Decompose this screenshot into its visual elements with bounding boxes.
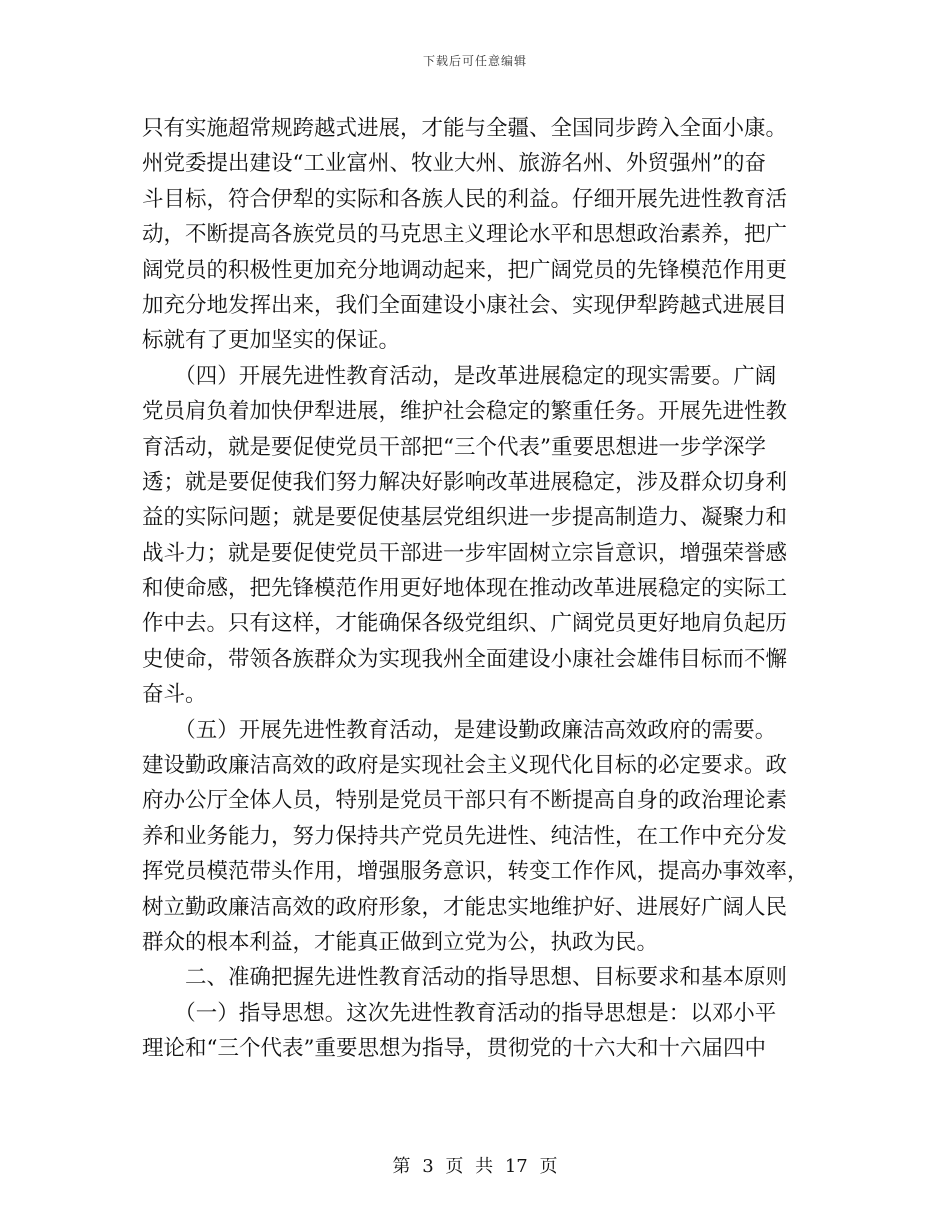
text-line: 府办公厅全体人员，特别是党员干部只有不断提高自身的政治理论素: [142, 788, 788, 814]
text-line: 二、准确把握先进性教育活动的指导思想、目标要求和基本原则: [142, 965, 788, 991]
page-number-footer: 第 3 页 共 17 页: [392, 1156, 558, 1177]
text-line: 州党委提出建设“工业富州、牧业大州、旅游名州、外贸强州”的奋: [142, 151, 766, 177]
document-body: [142, 111, 812, 1067]
text-line: 斗目标，符合伊犁的实际和各族人民的利益。仔细开展先进性教育活: [142, 186, 788, 212]
text-line: 益的实际问题；就是要促使基层党组织进一步提高制造力、凝聚力和: [142, 505, 788, 531]
text-line: 战斗力；就是要促使党员干部进一步牢固树立宗旨意识，增强荣誉感: [142, 540, 788, 566]
text-line: 和使命感，把先锋模范作用更好地体现在推动改革进展稳定的实际工: [142, 576, 788, 602]
text-line: 育活动，就是要促使党员干部把“三个代表”重要思想进一步学深学: [142, 434, 766, 460]
text-line: 作中去。只有这样，才能确保各级党组织、广阔党员更好地肩负起历: [142, 611, 788, 637]
text-line: 加充分地发挥出来，我们全面建设小康社会、实现伊犁跨越式进展目: [142, 292, 788, 318]
text-line: 阔党员的积极性更加充分地调动起来，把广阔党员的先锋模范作用更: [142, 257, 788, 283]
text-line: 理论和“三个代表”重要思想为指导，贯彻党的十六大和十六届四中: [142, 1036, 766, 1062]
text-line: 只有实施超常规跨越式进展，才能与全疆、全国同步跨入全面小康。: [142, 116, 788, 141]
text-line: （五）开展先进性教育活动，是建设勤政廉洁高效政府的需要。: [142, 717, 777, 743]
text-line: 透；就是要促使我们努力解决好影响改革进展稳定，涉及群众切身利: [142, 469, 788, 495]
text-line: 标就有了更加坚实的保证。: [142, 328, 401, 354]
text-line: 史使命，带领各族群众为实现我州全面建设小康社会雄伟目标而不懈: [142, 646, 788, 672]
text-line: 挥党员模范带头作用，增强服务意识，转变工作作风，提高办事效率，: [142, 859, 809, 885]
text-line: （四）开展先进性教育活动，是改革进展稳定的现实需要。广阔: [142, 363, 777, 389]
text-line: 党员肩负着加快伊犁进展，维护社会稳定的繁重任务。开展先进性教: [142, 399, 788, 425]
text-line: 群众的根本利益，才能真正做到立党为公，执政为民。: [142, 929, 659, 955]
text-line: 建设勤政廉洁高效的政府是实现社会主义现代化目标的必定要求。政: [142, 753, 788, 779]
text-line: 养和业务能力，努力保持共产党员先进性、纯洁性，在工作中充分发: [142, 823, 788, 849]
text-line: 奋斗。: [142, 682, 207, 708]
page-header: 下载后可任意编辑: [422, 54, 527, 68]
text-line: 动，不断提高各族党员的马克思主义理论水平和思想政治素养，把广: [142, 222, 788, 248]
text-line: 树立勤政廉洁高效的政府形象，才能忠实地维护好、进展好广阔人民: [142, 894, 788, 920]
text-line: （一）指导思想。这次先进性教育活动的指导思想是：以邓小平: [142, 1000, 777, 1026]
